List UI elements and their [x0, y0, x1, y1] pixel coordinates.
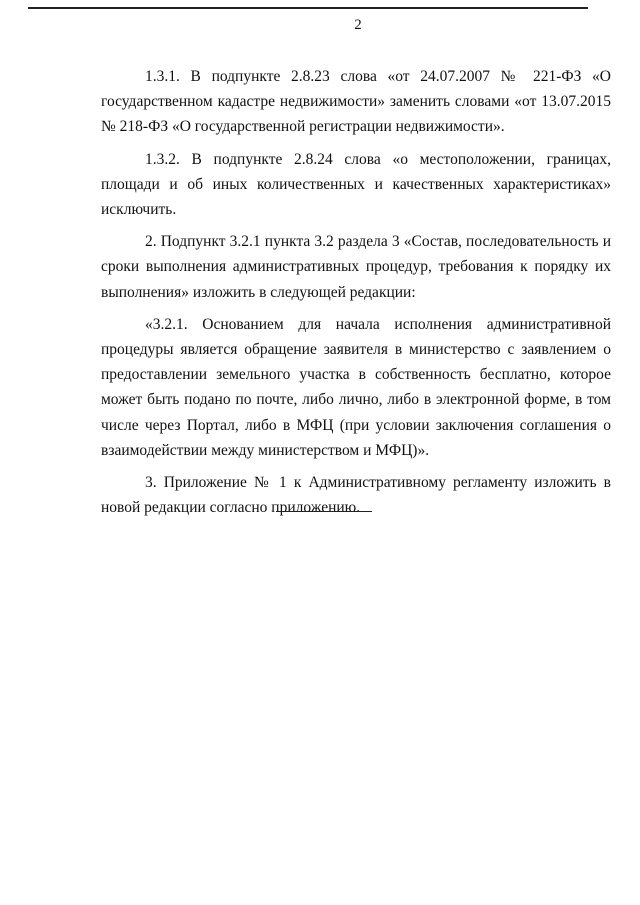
page-number: 2 [354, 17, 362, 33]
paragraph-3: 3. Приложение № 1 к Административному регламенту изложить в новой редакции согласно приложению. [101, 474, 611, 517]
paragraph-3-2-1-quote: «3.2.1. Основанием для начала исполнения административной процедуры является обращение заявителя в министерство с заявлением о предоставлении земельного участка в собственность бесплатно, которое может быть подано по почте, либо лично, либо в электронной форме, в том числе через Портал, либо в МФЦ (при условии заключения соглашения о взаимодействии между министерством и МФЦ)». [101, 315, 611, 459]
top-border-line [28, 7, 588, 9]
paragraph-2: 2. Подпункт 3.2.1 пункта 3.2 раздела 3 «Состав, последовательность и сроки выполнения административных процедур, требования к порядку их выполнения» изложить в следующей редакции: [101, 233, 611, 301]
paragraph-1-3-1: 1.3.1. В подпункте 2.8.23 слова «от 24.07.2007 № 221-ФЗ «О государственном кадастре недвижимости» заменить словами «от 13.07.2015 № 218-ФЗ «О государственной регистрации недвижимости». [101, 68, 611, 136]
document-body [101, 64, 611, 520]
closing-divider-line [276, 511, 372, 512]
paragraph-1-3-2: 1.3.2. В подпункте 2.8.24 слова «о местоположении, границах, площади и об иных количественных и качественных характеристиках» исключить. [101, 150, 611, 219]
